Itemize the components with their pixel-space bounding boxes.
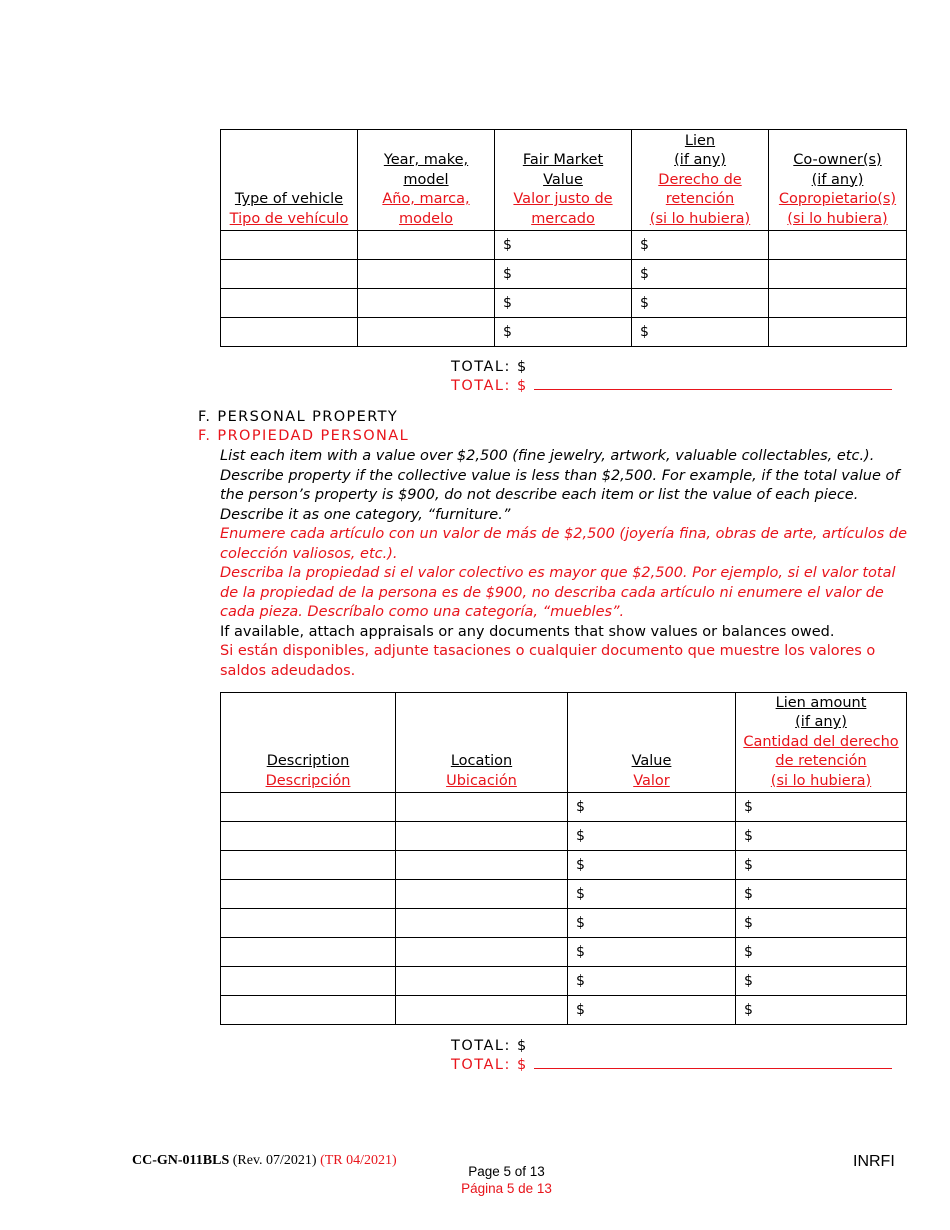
header-line-es: Ubicación xyxy=(446,772,517,789)
header-line-en: (if any) xyxy=(674,152,726,168)
header-line-en: Year, make, xyxy=(383,152,469,168)
currency-symbol: $ xyxy=(503,266,512,282)
header-line-en: Fair Market xyxy=(522,152,604,168)
table-cell[interactable] xyxy=(736,793,907,822)
header-line-es: Copropietario(s) xyxy=(778,191,897,207)
table-cell[interactable] xyxy=(221,318,358,347)
table-row xyxy=(221,880,907,909)
currency-symbol: $ xyxy=(744,886,753,902)
header-year-make-model xyxy=(358,130,495,231)
vehicles-total xyxy=(451,358,892,396)
table-cell[interactable] xyxy=(396,793,568,822)
instruction-en-1: List each item with a value over $2,500 (fine jewelry, artwork, valuable collectables, etc.). xyxy=(220,448,875,464)
table-row xyxy=(221,851,907,880)
header-lien xyxy=(632,130,769,231)
section-f-instructions xyxy=(220,447,910,681)
property-total-blank[interactable] xyxy=(534,1056,892,1069)
header-location xyxy=(396,693,568,793)
currency-symbol: $ xyxy=(640,295,649,311)
header-line-es: modelo xyxy=(398,210,454,227)
table-cell[interactable] xyxy=(568,851,736,880)
property-total-en: TOTAL: $ xyxy=(451,1038,528,1054)
header-line-es: (si lo hubiera) xyxy=(649,210,751,227)
section-f-title xyxy=(198,408,409,446)
attach-es: Si están disponibles, adjunte tasaciones o cualquier documento que muestre los valores o saldos adeudados. xyxy=(220,643,876,679)
header-line-es: Año, marca, xyxy=(382,191,470,207)
table-cell[interactable] xyxy=(632,318,769,347)
header-line-en: (if any) xyxy=(811,171,864,188)
header-line-es: de retención xyxy=(775,753,867,769)
table-cell[interactable] xyxy=(568,822,736,851)
table-cell[interactable] xyxy=(568,880,736,909)
table-cell[interactable] xyxy=(221,996,396,1025)
table-cell[interactable] xyxy=(736,967,907,996)
header-line-en: (if any) xyxy=(795,714,847,730)
header-line-es: Valor justo de xyxy=(513,191,613,207)
table-cell[interactable] xyxy=(221,793,396,822)
header-line-es: Valor xyxy=(633,772,670,789)
table-cell[interactable] xyxy=(396,880,568,909)
currency-symbol: $ xyxy=(576,857,585,873)
table-row xyxy=(221,318,907,347)
instruction-en-2: Describe property if the collective value is less than $2,500. For example, if the total value of the person’s property is $900, do not describe each item or list the value of each piece. Describe it as one category, “furniture.” xyxy=(220,467,900,523)
table-cell[interactable] xyxy=(736,851,907,880)
currency-symbol: $ xyxy=(503,237,512,253)
currency-symbol: $ xyxy=(503,295,512,311)
header-line-es: Derecho de xyxy=(658,171,742,188)
table-cell[interactable] xyxy=(736,938,907,967)
table-row xyxy=(221,996,907,1025)
table-cell[interactable] xyxy=(568,909,736,938)
header-line-es: Cantidad del derecho xyxy=(743,733,899,750)
table-cell[interactable] xyxy=(568,967,736,996)
section-f-title-en: F. PERSONAL PROPERTY xyxy=(198,409,399,425)
currency-symbol: $ xyxy=(640,266,649,282)
currency-symbol: $ xyxy=(744,944,753,960)
table-cell[interactable] xyxy=(632,289,769,318)
table-cell[interactable] xyxy=(769,231,907,260)
currency-symbol: $ xyxy=(576,828,585,844)
table-row xyxy=(221,231,907,260)
table-cell[interactable] xyxy=(736,880,907,909)
currency-symbol: $ xyxy=(744,1002,753,1018)
table-cell[interactable] xyxy=(221,938,396,967)
page-number-en: Page 5 of 13 xyxy=(468,1164,545,1179)
table-cell[interactable] xyxy=(769,289,907,318)
table-row xyxy=(221,793,907,822)
currency-symbol: $ xyxy=(576,973,585,989)
currency-symbol: $ xyxy=(744,973,753,989)
table-row xyxy=(221,938,907,967)
header-line-es: retención xyxy=(665,191,735,207)
header-line-en: Lien amount xyxy=(775,694,867,711)
table-row xyxy=(221,967,907,996)
table-cell[interactable] xyxy=(221,967,396,996)
table-cell[interactable] xyxy=(396,851,568,880)
page-number-es: Página 5 de 13 xyxy=(461,1181,552,1196)
table-cell[interactable] xyxy=(358,231,495,260)
header-line-en: Lien xyxy=(684,132,716,149)
header-line-es: (si lo hubiera) xyxy=(787,210,888,227)
header-line-en: Description xyxy=(266,753,350,769)
header-type-of-vehicle xyxy=(221,130,358,231)
header-lien-amount xyxy=(736,693,907,793)
header-line-en: Value xyxy=(543,171,583,188)
attach-en: If available, attach appraisals or any documents that show values or balances owed. xyxy=(220,623,835,640)
table-cell[interactable] xyxy=(568,996,736,1025)
header-value xyxy=(568,693,736,793)
currency-symbol: $ xyxy=(576,1002,585,1018)
form-id: CC-GN-011BLS xyxy=(132,1153,230,1168)
table-cell[interactable] xyxy=(396,822,568,851)
vehicles-table xyxy=(220,129,907,347)
table-cell[interactable] xyxy=(495,318,632,347)
currency-symbol: $ xyxy=(640,324,649,340)
header-line-en: Co-owner(s) xyxy=(793,152,882,168)
header-line-es: Descripción xyxy=(265,772,351,789)
table-cell[interactable] xyxy=(221,851,396,880)
header-line-es: (si lo hubiera) xyxy=(770,772,872,789)
table-cell[interactable] xyxy=(769,260,907,289)
personal-property-table xyxy=(220,692,907,1025)
currency-symbol: $ xyxy=(744,828,753,844)
table-cell[interactable] xyxy=(396,938,568,967)
header-line-en: Value xyxy=(631,753,672,769)
currency-symbol: $ xyxy=(576,944,585,960)
section-f-title-es: F. PROPIEDAD PERSONAL xyxy=(198,428,410,444)
page-number xyxy=(0,1163,950,1197)
table-cell[interactable] xyxy=(358,289,495,318)
instruction-es-2: Describa la propiedad si el valor colectivo es mayor que $2,500. Por ejemplo, si el valor total de la propiedad de la persona es de $900, no describa cada artículo ni enumere el valor de cada pieza. Descríbalo como una categoría, “muebles”. xyxy=(220,565,896,620)
form-code: INRFI xyxy=(853,1153,895,1170)
header-line-en: Location xyxy=(450,753,513,769)
table-cell[interactable] xyxy=(769,318,907,347)
table-row xyxy=(221,289,907,318)
form-translation: (TR 04/2021) xyxy=(320,1153,397,1168)
table-cell[interactable] xyxy=(736,996,907,1025)
table-cell[interactable] xyxy=(396,996,568,1025)
vehicles-total-blank[interactable] xyxy=(534,377,892,390)
header-line-en: Type of vehicle xyxy=(234,191,344,207)
table-cell[interactable] xyxy=(632,260,769,289)
table-cell[interactable] xyxy=(221,880,396,909)
table-cell[interactable] xyxy=(221,822,396,851)
table-cell[interactable] xyxy=(221,289,358,318)
currency-symbol: $ xyxy=(576,799,585,815)
table-cell[interactable] xyxy=(568,938,736,967)
table-row xyxy=(221,822,907,851)
table-cell[interactable] xyxy=(396,967,568,996)
table-cell[interactable] xyxy=(495,260,632,289)
header-line-en: model xyxy=(403,171,449,188)
property-total xyxy=(451,1037,892,1075)
table-cell[interactable] xyxy=(495,231,632,260)
table-cell[interactable] xyxy=(632,231,769,260)
table-cell[interactable] xyxy=(358,260,495,289)
header-line-es: Tipo de vehículo xyxy=(229,210,349,227)
header-line-es: mercado xyxy=(531,210,595,227)
table-row xyxy=(221,909,907,938)
table-cell[interactable] xyxy=(396,909,568,938)
table-row xyxy=(221,260,907,289)
header-description xyxy=(221,693,396,793)
currency-symbol: $ xyxy=(576,886,585,902)
instruction-es-1: Enumere cada artículo con un valor de más de $2,500 (joyería fina, obras de arte, artículos de colección valiosos, etc.). xyxy=(220,526,908,562)
table-cell[interactable] xyxy=(221,231,358,260)
currency-symbol: $ xyxy=(503,324,512,340)
header-co-owners xyxy=(769,130,907,231)
table-cell[interactable] xyxy=(495,289,632,318)
vehicles-total-es: TOTAL: $ xyxy=(451,377,892,396)
vehicles-total-en: TOTAL: $ xyxy=(451,359,528,375)
table-cell[interactable] xyxy=(736,909,907,938)
table-cell[interactable] xyxy=(568,793,736,822)
currency-symbol: $ xyxy=(576,915,585,931)
currency-symbol: $ xyxy=(640,237,649,253)
header-fair-market-value xyxy=(495,130,632,231)
currency-symbol: $ xyxy=(744,799,753,815)
table-cell[interactable] xyxy=(221,260,358,289)
table-cell[interactable] xyxy=(358,318,495,347)
currency-symbol: $ xyxy=(744,915,753,931)
table-cell[interactable] xyxy=(736,822,907,851)
currency-symbol: $ xyxy=(744,857,753,873)
form-revision: (Rev. 07/2021) xyxy=(232,1153,317,1168)
table-cell[interactable] xyxy=(221,909,396,938)
property-total-es: TOTAL: $ xyxy=(451,1056,892,1075)
